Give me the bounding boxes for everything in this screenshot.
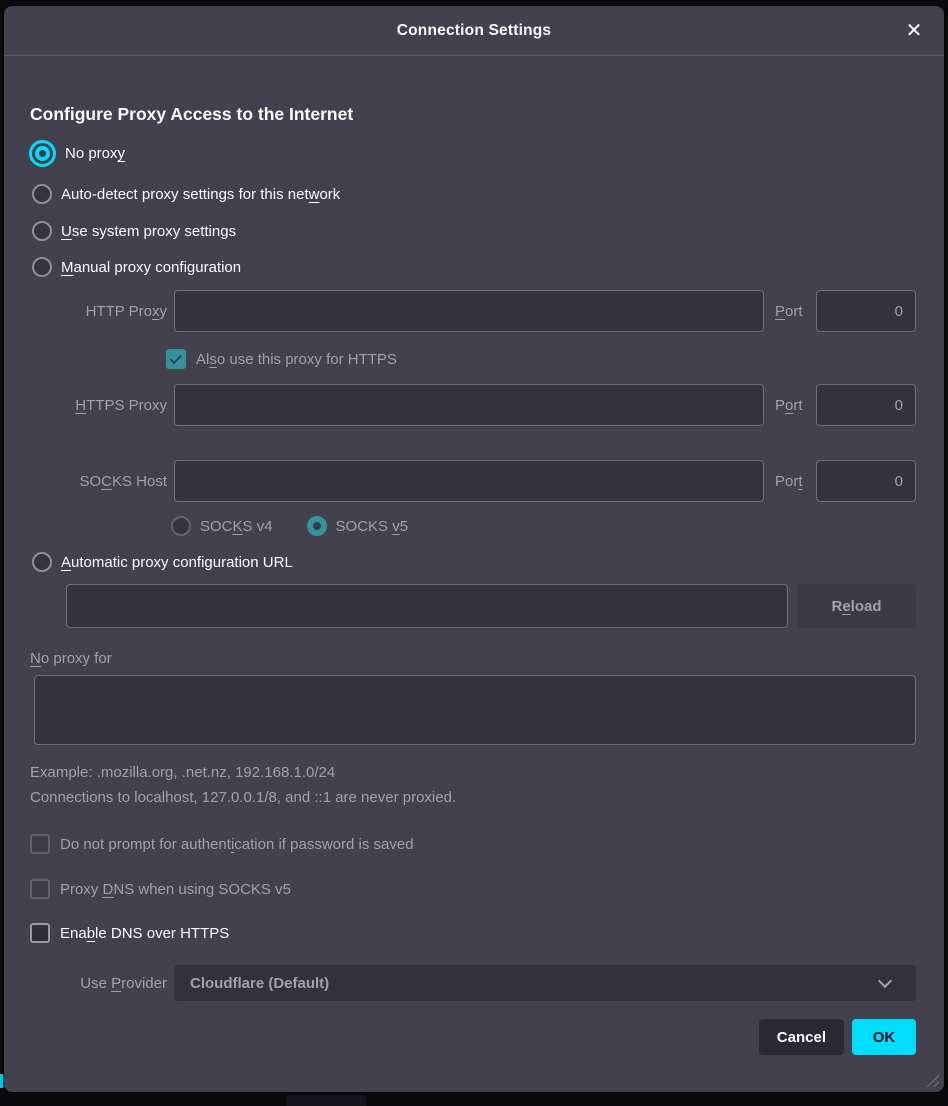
checkbox-no-prompt[interactable] (30, 834, 916, 854)
radio-auto-detect[interactable] (30, 184, 916, 204)
checkbox-also-https-label: Also use this proxy for HTTPS (196, 350, 397, 368)
footer-buttons (30, 1019, 916, 1055)
https-port-input[interactable] (816, 384, 916, 426)
provider-row (30, 965, 916, 1001)
checkmark-icon (169, 352, 181, 364)
checkbox-checked-icon (166, 349, 186, 369)
radio-auto-detect-label: Auto-detect proxy settings for this network (61, 185, 341, 203)
page-title: Configure Proxy Access to the Internet (30, 104, 354, 124)
close-icon[interactable]: ✕ (905, 20, 923, 42)
radio-socks-v4-icon[interactable] (171, 516, 191, 536)
http-port-label: Port (775, 302, 803, 320)
radio-unselected-icon (32, 221, 52, 241)
radio-socks-v5-label[interactable]: SOCKS v5 (335, 517, 409, 535)
provider-dropdown[interactable] (174, 965, 916, 1001)
radio-use-system[interactable] (30, 221, 916, 241)
checkbox-also-https[interactable] (166, 349, 916, 369)
radio-socks-v4-label[interactable]: SOCKS v4 (200, 517, 273, 535)
background-page-fragment (286, 1095, 366, 1106)
radio-manual[interactable] (30, 257, 916, 277)
checkbox-no-prompt-label: Do not prompt for authentication if password is saved (60, 835, 414, 853)
socks-host-label: SOCKS Host (79, 472, 167, 490)
dialog-titlebar (4, 6, 944, 56)
checkbox-proxy-dns-label: Proxy DNS when using SOCKS v5 (60, 880, 291, 898)
radio-use-system-label: Use system proxy settings (61, 222, 237, 240)
http-port-input[interactable] (816, 290, 916, 332)
socks-host-row (30, 460, 916, 502)
reload-button[interactable]: Reload (797, 584, 916, 628)
localhost-note-text: Connections to localhost, 127.0.0.1/8, and ::1 are never proxied. (30, 789, 457, 806)
no-proxy-for-section (30, 650, 916, 806)
socks-host-input[interactable] (174, 460, 764, 502)
dialog-content (4, 56, 944, 1092)
connection-settings-dialog (4, 6, 944, 1092)
socks-version-row (169, 516, 916, 536)
use-provider-label: Use Provider (80, 974, 167, 992)
radio-unselected-icon (32, 184, 52, 204)
radio-auto-url[interactable] (30, 552, 916, 572)
chevron-down-icon (878, 974, 892, 988)
radio-socks-v5-icon[interactable] (307, 516, 327, 536)
checkbox-enable-doh-label: Enable DNS over HTTPS (60, 924, 230, 942)
dialog-title: Connection Settings (396, 21, 552, 39)
checkbox-unchecked-icon (30, 834, 50, 854)
socks-port-label: Port (775, 472, 803, 490)
https-proxy-input[interactable] (174, 384, 764, 426)
checkbox-unchecked-icon (30, 879, 50, 899)
https-port-label: Port (775, 396, 803, 414)
checkbox-proxy-dns[interactable] (30, 879, 916, 899)
provider-dropdown-value: Cloudflare (Default) (190, 974, 330, 992)
https-proxy-label: HTTPS Proxy (75, 396, 167, 414)
checkbox-unchecked-icon (30, 923, 50, 943)
checkbox-enable-doh[interactable] (30, 923, 916, 943)
radio-auto-url-label: Automatic proxy configuration URL (61, 553, 293, 571)
http-proxy-input[interactable] (174, 290, 764, 332)
https-proxy-row (30, 384, 916, 426)
radio-unselected-icon (32, 257, 52, 277)
radio-manual-label: Manual proxy configuration (61, 258, 242, 276)
no-proxy-for-textarea[interactable] (34, 675, 916, 745)
radio-selected-icon (29, 140, 56, 167)
cancel-button[interactable]: Cancel (759, 1019, 844, 1055)
no-proxy-for-label: No proxy for (30, 650, 112, 667)
autoconfig-url-row (66, 584, 916, 628)
no-proxy-example-text: Example: .mozilla.org, .net.nz, 192.168.1.0/24 (30, 764, 336, 781)
autoconfig-url-input[interactable] (66, 584, 788, 628)
http-proxy-label: HTTP Proxy (85, 302, 167, 320)
radio-unselected-icon (32, 552, 52, 572)
ok-button[interactable]: OK (852, 1019, 916, 1055)
http-proxy-row (30, 290, 916, 332)
socks-port-input[interactable] (816, 460, 916, 502)
radio-no-proxy[interactable] (30, 140, 916, 167)
radio-no-proxy-label: No proxy (65, 145, 126, 162)
